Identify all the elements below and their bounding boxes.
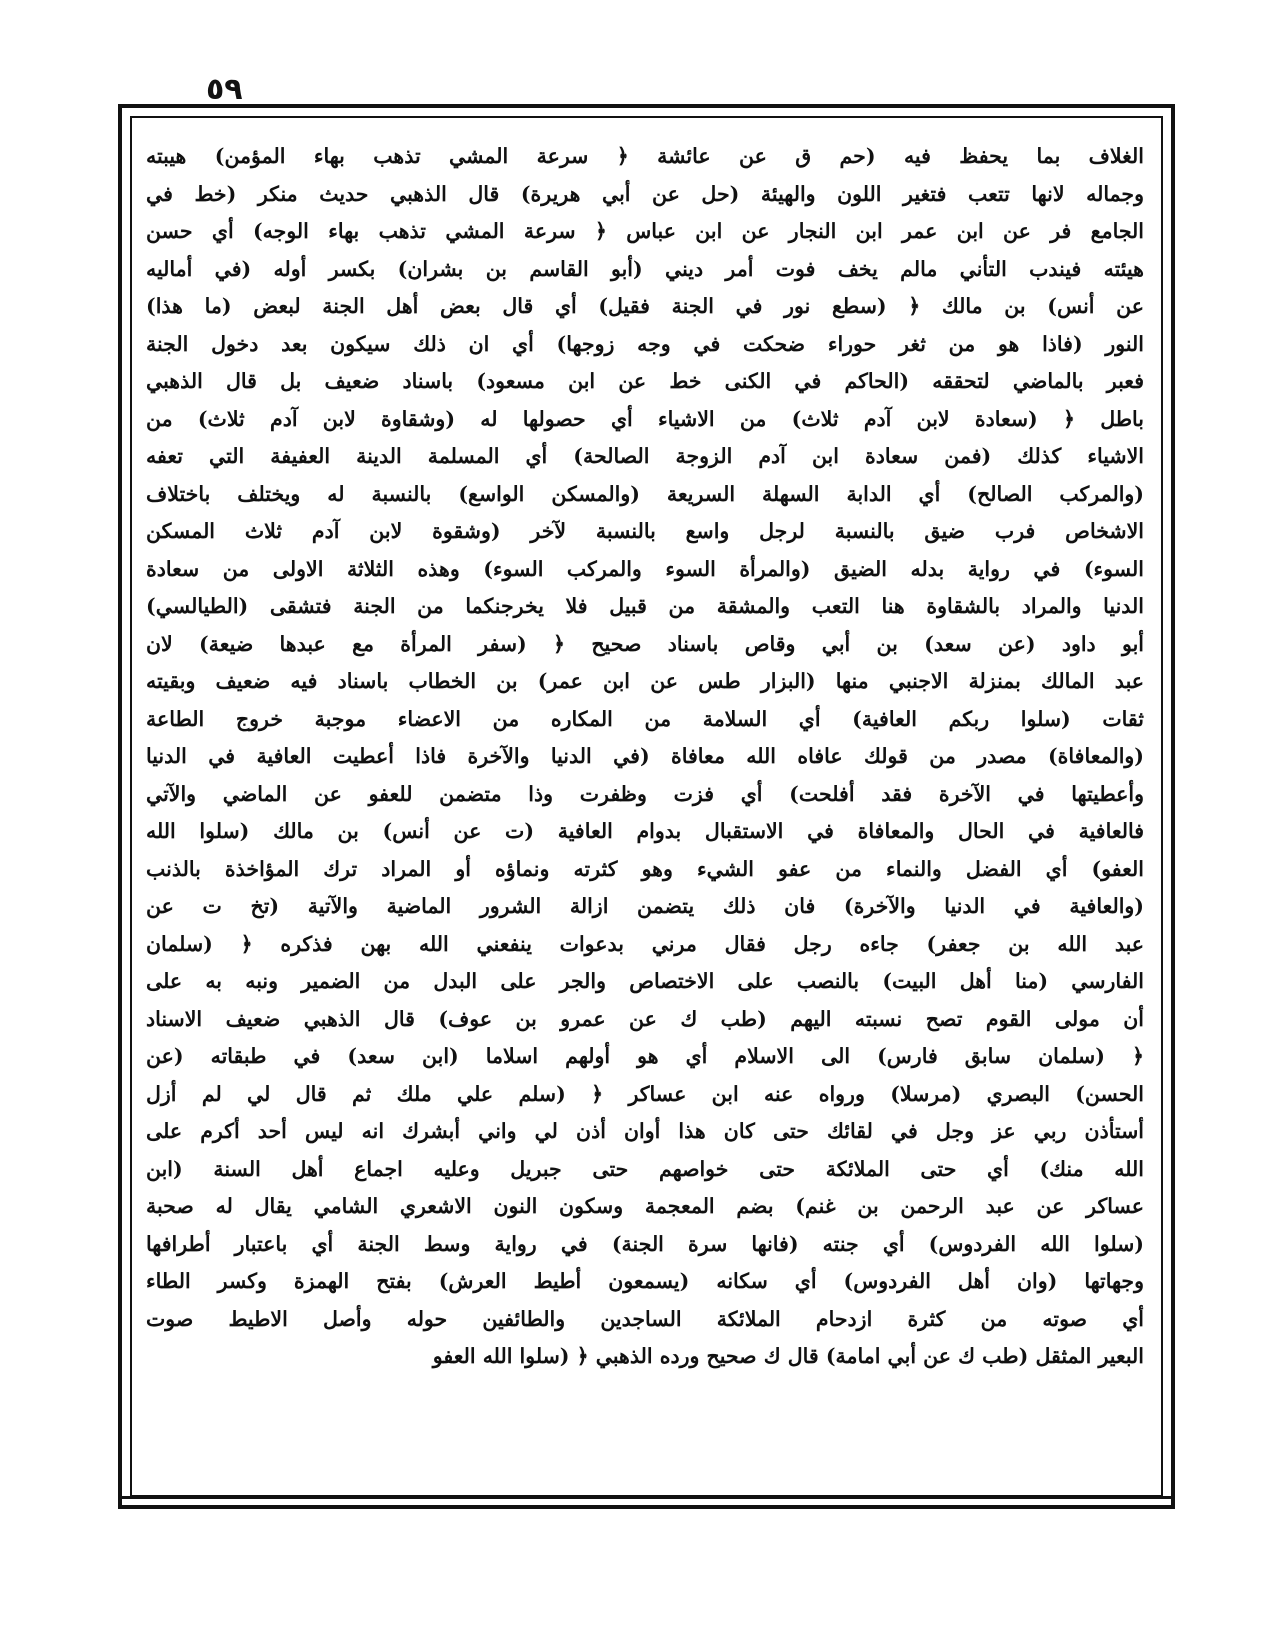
text-line: أستأذن ربي عز وجل في لقائك حتى كان هذا أوان أذن لي واني أبشرك انه ليس أحد أكرم على	[146, 1119, 1144, 1143]
text-line: فعبر بالماضي لتحققه (الحاكم في الكنى خط عن ابن مسعود) باسناد ضعيف بل قال الذهبي	[146, 369, 1144, 393]
text-line: عبد الله بن جعفر) جاءه رجل فقال مرني بدعوات ينفعني الله بهن فذكره ﴿ (سلمان	[146, 931, 1144, 956]
text-line: ثقات (سلوا ربكم العافية) أي السلامة من المكاره من الاعضاء موجبة خروج الطاعة	[146, 706, 1144, 731]
text-line: (والعافية في الدنيا والآخرة) فان ذلك يتضمن ازالة الشرور الماضية والآتية (تخ ت عن	[146, 894, 1144, 918]
text-line: العفو) أي الفضل والنماء من عفو الشيء وهو كثرته ونماؤه أو المراد ترك المؤاخذة بالذنب	[146, 856, 1144, 881]
text-line: السوء) في رواية بدله الضيق (والمرأة السوء والمركب السوء) وهذه الثلاثة الاولى من سعادة	[146, 556, 1144, 581]
text-line: البعير المثقل (طب ك عن أبي امامة) قال ك صحيح ورده الذهبي ﴿ (سلوا الله العفو	[432, 1344, 1144, 1368]
text-line: الاشياء كذلك (فمن سعادة ابن آدم الزوجة الصالحة) أي المسلمة الدينة العفيفة التي تعفه	[146, 444, 1144, 468]
text-line: الفارسي (منا أهل البيت) بالنصب على الاختصاص والجر على البدل من الضمير ونبه به على	[146, 969, 1144, 993]
text-line: أي صوته من كثرة ازدحام الملائكة الساجدين والطائفين حوله وأصل الاطيط صوت	[146, 1306, 1144, 1331]
text-line: هيئته فيندب التأني مالم يخف فوت أمر ديني (أبو القاسم بن بشران) بكسر أوله (في أماليه	[146, 256, 1144, 281]
text-line: الغلاف بما يحفظ فيه (حم ق عن عائشة ﴿ سرعة المشي تذهب بهاء المؤمن) هيبته	[146, 144, 1144, 168]
text-line: عبد المالك بمنزلة الاجنبي منها (البزار طس عن ابن عمر) بن الخطاب باسناد فيه ضعيف وبقيته	[146, 669, 1144, 693]
text-line: النور (فاذا هو من ثغر حوراء ضحكت في وجه زوجها) أي ان ذلك سيكون بعد دخول الجنة	[146, 331, 1144, 356]
text-line: الله منك) أي حتى الملائكة حتى خواصهم حتى جبريل وعليه اجماع أهل السنة (ابن	[146, 1156, 1144, 1181]
frame-bottom-rule	[122, 1496, 1171, 1499]
text-line: الاشخاص فرب ضيق بالنسبة لرجل واسع بالنسبة لآخر (وشقوة لابن آدم ثلاث المسكن	[146, 519, 1144, 543]
text-block	[140, 138, 1150, 1488]
text-line: (سلوا الله الفردوس) أي جنته (فانها سرة الجنة) في رواية وسط الجنة أي باعتبار أطرافها	[146, 1231, 1144, 1256]
text-line: (والمركب الصالح) أي الدابة السهلة السريعة (والمسكن الواسع) بالنسبة له ويختلف باختلاف	[146, 481, 1144, 506]
text-line: وجماله لانها تتعب فتغير اللون والهيئة (حل عن أبي هريرة) قال الذهبي حديث منكر (خط في	[146, 181, 1144, 206]
text-line: (والمعافاة) مصدر من قولك عافاه الله معافاة (في الدنيا والآخرة فاذا أعطيت العافية في الدنيا	[146, 744, 1144, 768]
text-line: الجامع فر عن ابن عمر ابن النجار عن ابن عباس ﴿ سرعة المشي تذهب بهاء الوجه) أي حسن	[146, 219, 1144, 243]
text-line: فالعافية في الحال والمعافاة في الاستقبال بدوام العافية (ت عن أنس) بن مالك (سلوا الله	[146, 819, 1144, 843]
page-number: ٥٩	[206, 72, 243, 107]
text-line: عساكر عن عبد الرحمن بن غنم) بضم المعجمة وسكون النون الاشعري الشامي يقال له صحبة	[146, 1194, 1144, 1218]
text-line: ﴿ (سلمان سابق فارس) الى الاسلام أي هو أولهم اسلاما (ابن سعد) في طبقاته (عن	[146, 1044, 1144, 1068]
text-line: وأعطيتها في الآخرة فقد أفلحت) أي فزت وظفرت وذا متضمن للعفو عن الماضي والآتي	[146, 781, 1144, 806]
text-line: باطل ﴿ (سعادة لابن آدم ثلاث) من الاشياء أي حصولها له (وشقاوة لابن آدم ثلاث) من	[146, 406, 1144, 431]
text-line: عن أنس) بن مالك ﴿ (سطع نور في الجنة فقيل) أي قال بعض أهل الجنة لبعض (ما هذا)	[146, 294, 1144, 318]
text-line: أن مولى القوم تصح نسبته اليهم (طب ك عن عمرو بن عوف) قال الذهبي ضعيف الاسناد	[146, 1006, 1144, 1031]
text-line: الحسن) البصري (مرسلا) ورواه عنه ابن عساكر ﴿ (سلم علي ملك ثم قال لي لم أزل	[146, 1081, 1144, 1106]
text-line: أبو داود (عن سعد) بن أبي وقاص باسناد صحيح ﴿ (سفر المرأة مع عبدها ضيعة) لان	[146, 631, 1144, 656]
text-line: الدنيا والمراد بالشقاوة هنا التعب والمشقة من قبيل فلا يخرجنكما من الجنة فتشقى (الطيالسي)	[146, 594, 1144, 618]
text-line: وجهاتها (وان أهل الفردوس) أي سكانه (يسمعون أطيط العرش) بفتح الهمزة وكسر الطاء	[146, 1269, 1144, 1293]
